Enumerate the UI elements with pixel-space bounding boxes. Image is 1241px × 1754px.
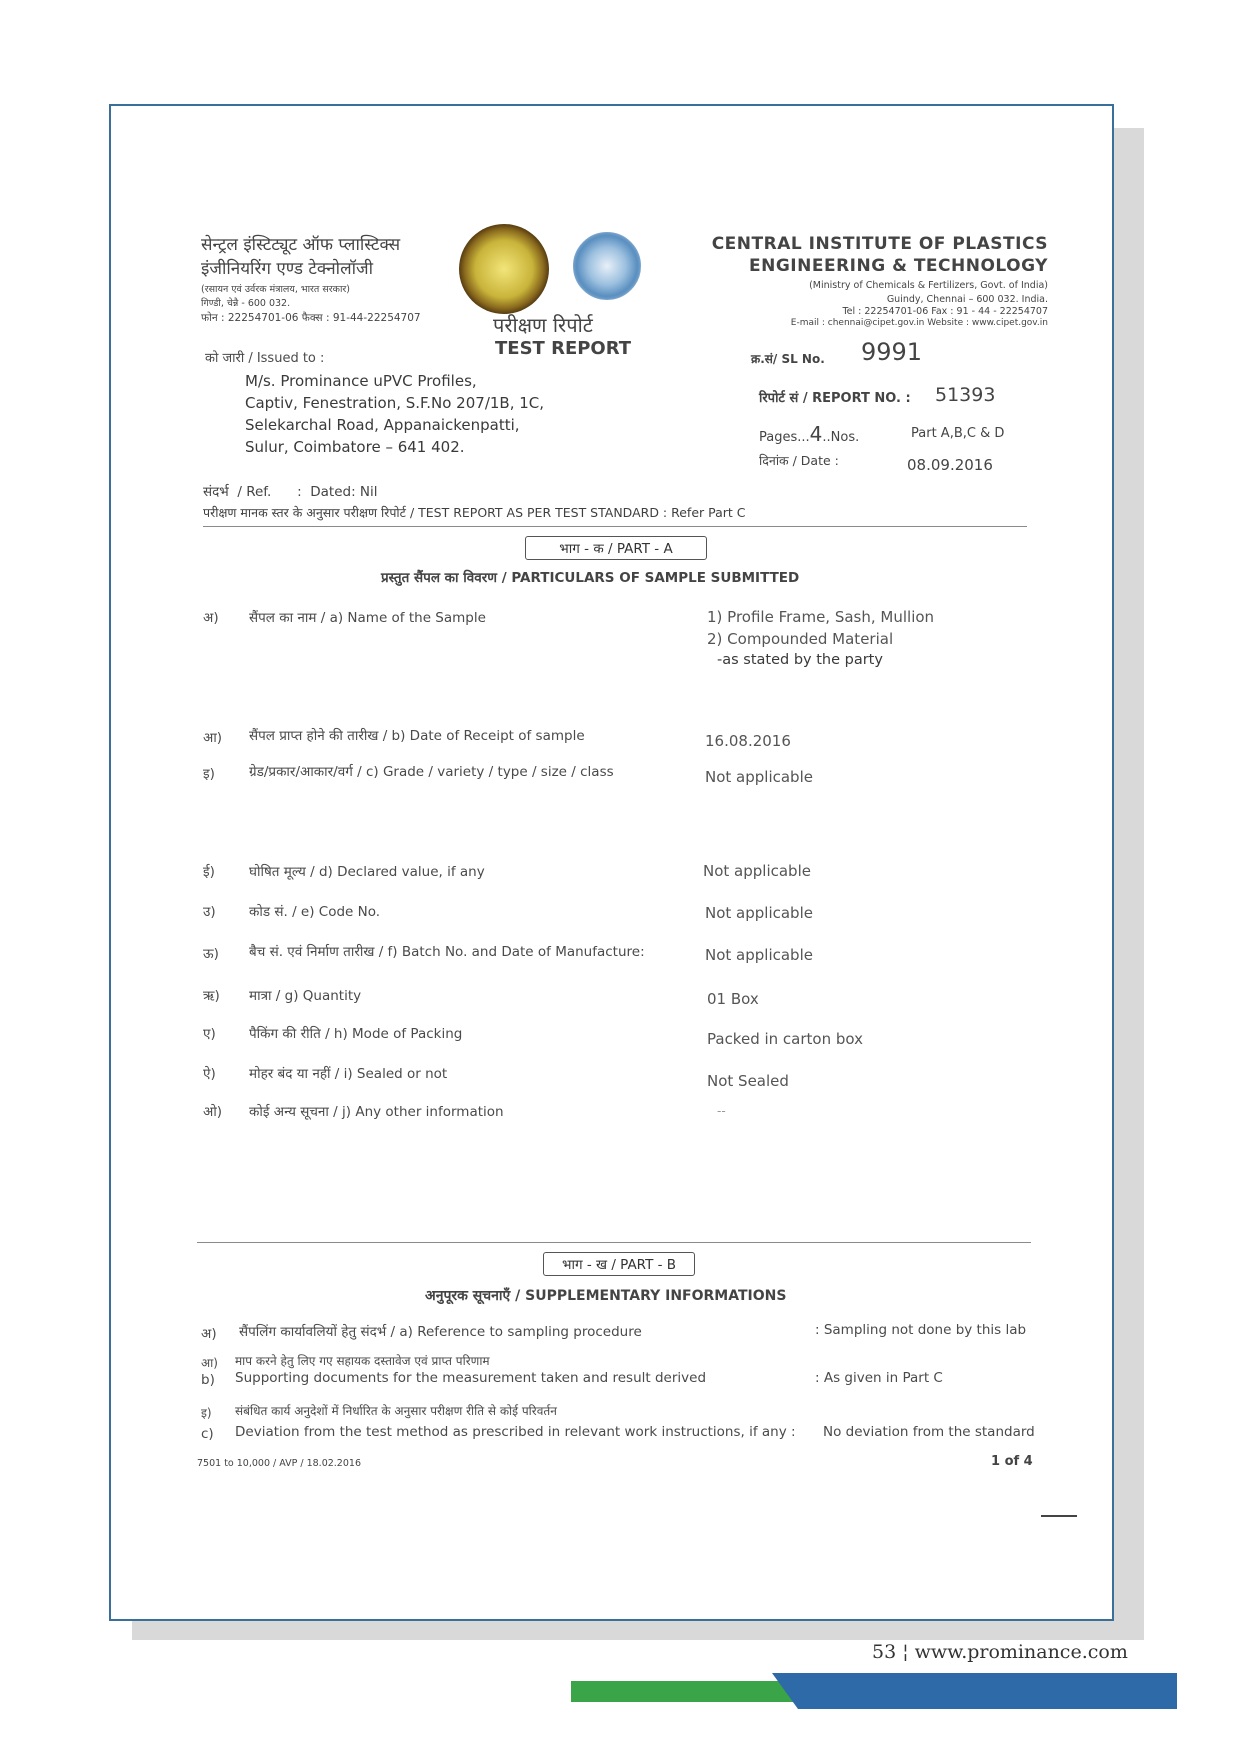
row-index: ए) <box>203 1026 216 1042</box>
row-value: Not applicable <box>703 862 811 880</box>
parts: Part A,B,C & D <box>911 426 1005 441</box>
eng-name-line2: ENGINEERING & TECHNOLOGY <box>749 256 1048 276</box>
suppl-b-hindi: माप करने हेतु लिए गए सहायक दस्तावेज एवं प्राप्त परिणाम <box>235 1354 490 1368</box>
row-label: घोषित मूल्य / d) Declared value, if any <box>249 864 485 880</box>
row-value: Packed in carton box <box>707 1030 863 1048</box>
row-value: Not applicable <box>705 768 813 786</box>
hindi-phone: फोन : 22254701-06 फैक्स : 91-44-22254707 <box>201 312 421 324</box>
eng-name-line1: CENTRAL INSTITUTE OF PLASTICS <box>711 234 1048 254</box>
page-count: 1 of 4 <box>991 1454 1033 1469</box>
row-index: ओ) <box>203 1104 223 1120</box>
issued-line3: Selekarchal Road, Appanaickenpatti, <box>245 416 520 434</box>
issued-line2: Captiv, Fenestration, S.F.No 207/1B, 1C, <box>245 394 545 412</box>
eng-address: Guindy, Chennai – 600 032. India. <box>886 294 1048 305</box>
suppl-c-value: No deviation from the standard <box>823 1424 1035 1440</box>
sl-value: 9991 <box>861 338 923 366</box>
pages: Pages...4..Nos. <box>759 422 860 446</box>
row-index: अ) <box>203 610 219 626</box>
suppl-b-label: Supporting documents for the measurement taken and result derived <box>235 1370 707 1386</box>
row-index: उ) <box>203 904 216 920</box>
row-value: Not Sealed <box>707 1072 789 1090</box>
part-a-box: भाग - क / PART - A <box>525 536 707 560</box>
suppl-index: b) <box>201 1372 215 1388</box>
suppl-b-value: : As given in Part C <box>815 1370 943 1386</box>
issued-line4: Sulur, Coimbatore – 641 402. <box>245 438 465 456</box>
blue-bar <box>772 1673 1177 1709</box>
row-index: इ) <box>203 766 215 782</box>
suppl-index: अ) <box>201 1326 217 1342</box>
suppl-a-label: सैंपलिंग कार्यावलियों हेतु संदर्भ / a) Reference to sampling procedure <box>239 1324 642 1340</box>
date-label: दिनांक / Date : <box>759 453 839 468</box>
pages-suffix: Nos. <box>830 430 860 445</box>
part-b-box: भाग - ख / PART - B <box>543 1252 695 1276</box>
hindi-name-line2: इंजीनियरिंग एण्ड टेक्नोलॉजी <box>201 259 374 279</box>
eng-phone: Tel : 22254701-06 Fax : 91 - 44 - 22254707 <box>842 306 1048 317</box>
hindi-ministry: (रसायन एवं उर्वरक मंत्रालय, भारत सरकार) <box>201 284 351 295</box>
row-label: मोहर बंद या नहीं / i) Sealed or not <box>249 1066 448 1082</box>
row-value-2: 2) Compounded Material <box>707 630 894 648</box>
row-label: बैच सं. एवं निर्माण तारीख / f) Batch No. and Date of Manufacture: <box>249 944 645 960</box>
report-no-label: रिपोर्ट सं / REPORT NO. : <box>759 391 911 406</box>
test-standard: परीक्षण मानक स्तर के अनुसार परीक्षण रिपोर्ट / TEST REPORT AS PER TEST STANDARD : Refer Part C <box>203 505 746 520</box>
suppl-index: c) <box>201 1426 214 1442</box>
pages-label: Pages. <box>759 430 802 445</box>
suppl-index: इ) <box>201 1406 212 1420</box>
title-hindi: परीक्षण रिपोर्ट <box>493 313 593 337</box>
row-value: 16.08.2016 <box>705 732 791 750</box>
row-label: सैंपल प्राप्त होने की तारीख / b) Date of Receipt of sample <box>249 728 585 744</box>
row-label: सैंपल का नाम / a) Name of the Sample <box>249 610 486 626</box>
hindi-name-line1: सेन्ट्रल इंस्टिट्यूट ऑफ प्लास्टिक्स <box>201 235 401 255</box>
row-index: ऋ) <box>203 988 220 1004</box>
suppl-a-value: : Sampling not done by this lab <box>815 1322 1027 1338</box>
date-value: 08.09.2016 <box>907 456 993 474</box>
green-bar <box>571 1681 802 1702</box>
issued-label: को जारी / Issued to : <box>205 351 325 366</box>
row-label: ग्रेड/प्रकार/आकार/वर्ग / c) Grade / variety / type / size / class <box>249 764 614 780</box>
row-label: कोड सं. / e) Code No. <box>249 904 381 920</box>
row-index: ई) <box>203 864 215 880</box>
issued-line1: M/s. Prominance uPVC Profiles, <box>245 372 477 390</box>
suppl-c-hindi: संबंधित कार्य अनुदेशों में निर्धारित के अनुसार परीक्षण रीति से कोई परिवर्तन <box>235 1404 557 1418</box>
title-english: TEST REPORT <box>495 338 632 359</box>
row-index: आ) <box>203 730 223 746</box>
row-value-3: -as stated by the party <box>717 652 883 668</box>
row-value: 01 Box <box>707 990 759 1008</box>
eng-ministry: (Ministry of Chemicals & Fertilizers, Govt. of India) <box>809 280 1048 291</box>
row-value: Not applicable <box>705 946 813 964</box>
part-b-heading: अनुपूरक सूचनाएँ / SUPPLEMENTARY INFORMATIONS <box>425 1288 787 1304</box>
row-value: Not applicable <box>705 904 813 922</box>
row-index: ऊ) <box>203 946 219 962</box>
row-label: कोई अन्य सूचना / j) Any other information <box>249 1104 504 1120</box>
row-value: -- <box>717 1104 726 1118</box>
row-label: पैकिंग की रीति / h) Mode of Packing <box>249 1026 463 1042</box>
report-no-value: 51393 <box>935 384 996 406</box>
ref-line: संदर्भ / Ref. : Dated: Nil <box>203 484 378 500</box>
pages-value: 4 <box>809 422 823 446</box>
sl-label: क्र.सं/ SL No. <box>751 352 825 366</box>
part-a-heading: प्रस्तुत सैंपल का विवरण / PARTICULARS OF SAMPLE SUBMITTED <box>381 570 800 586</box>
row-value: 1) Profile Frame, Sash, Mullion <box>707 608 935 626</box>
row-index: ऐ) <box>203 1066 216 1082</box>
hindi-address: गिण्डी, चेन्नै - 600 032. <box>201 298 291 309</box>
eng-email: E-mail : chennai@cipet.gov.in Website : www.cipet.gov.in <box>790 318 1048 328</box>
suppl-c-label: Deviation from the test method as prescribed in relevant work instructions, if any : <box>235 1424 796 1440</box>
form-code: 7501 to 10,000 / AVP / 18.02.2016 <box>197 1458 361 1469</box>
page-footer-text: 53 ¦ www.prominance.com <box>872 1641 1128 1663</box>
row-label: मात्रा / g) Quantity <box>249 988 362 1004</box>
suppl-index: आ) <box>201 1356 218 1370</box>
